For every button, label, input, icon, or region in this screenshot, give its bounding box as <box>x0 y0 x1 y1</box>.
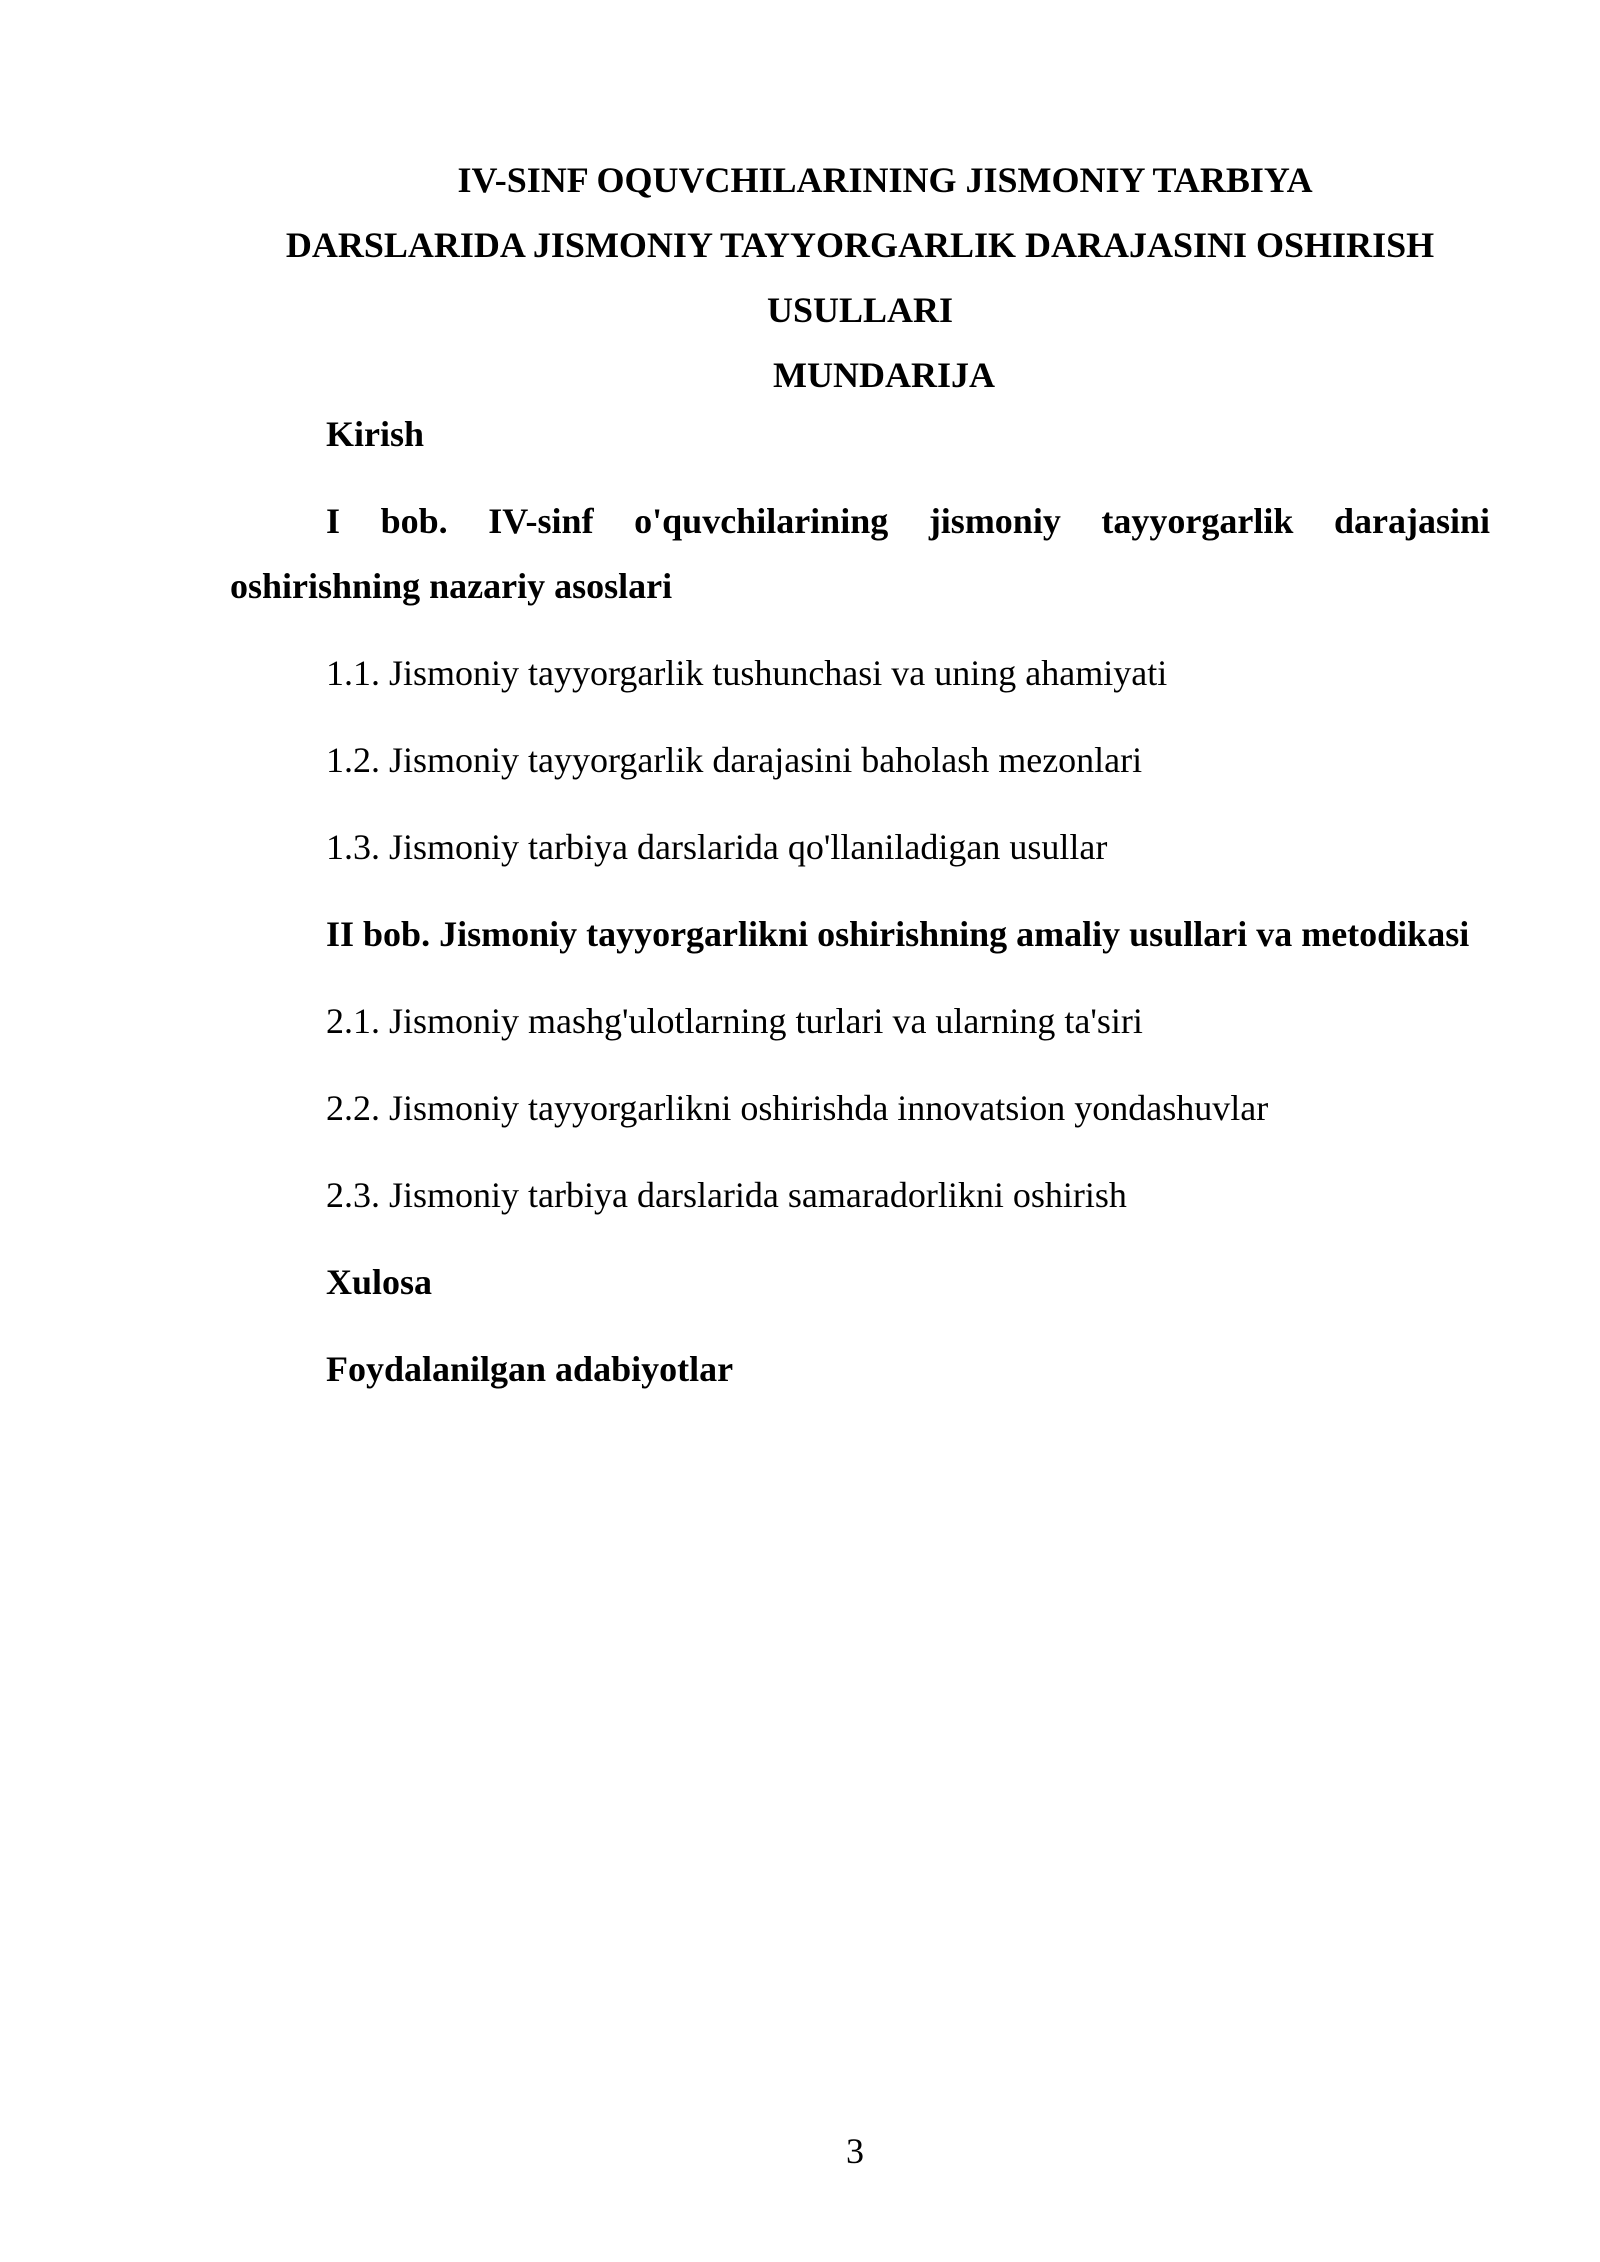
toc-heading: MUNDARIJA <box>773 355 995 395</box>
toc-section-2-1: 2.1. Jismoniy mashg'ulotlarning turlari va ularning ta'siri <box>326 1001 1143 1041</box>
toc-section-2-3: 2.3. Jismoniy tarbiya darslarida samaradorlikni oshirish <box>326 1175 1127 1215</box>
document-title <box>230 148 1490 408</box>
toc-section-1-2: 1.2. Jismoniy tayyorgarlik darajasini baholash mezonlari <box>326 740 1143 780</box>
page-number: 3 <box>846 2131 864 2171</box>
table-of-contents <box>230 402 1490 1402</box>
toc-conclusion: Xulosa <box>326 1262 433 1302</box>
toc-chapter-2: II bob. Jismoniy tayyorgarlikni oshirishning amaliy usullari va metodikasi <box>326 914 1470 954</box>
toc-intro: Kirish <box>326 414 425 454</box>
title-line-2: DARSLARIDA JISMONIY TAYYORGARLIK DARAJASINI OSHIRISH <box>285 225 1435 265</box>
title-line-1: IV-SINF OQUVCHILARINING JISMONIY TARBIYA <box>457 160 1313 200</box>
toc-section-2-2: 2.2. Jismoniy tayyorgarlikni oshirishda innovatsion yondashuvlar <box>326 1088 1269 1128</box>
toc-chapter-1: I bob. IV-sinf o'quvchilarining jismoniy tayyorgarlik darajasini oshirishning nazariy asoslari <box>230 501 1490 606</box>
toc-section-1-3: 1.3. Jismoniy tarbiya darslarida qo'llaniladigan usullar <box>326 827 1108 867</box>
title-line-3: USULLARI <box>766 290 954 330</box>
toc-references: Foydalanilgan adabiyotlar <box>326 1349 734 1389</box>
toc-section-1-1: 1.1. Jismoniy tayyorgarlik tushunchasi va uning ahamiyati <box>326 653 1168 693</box>
